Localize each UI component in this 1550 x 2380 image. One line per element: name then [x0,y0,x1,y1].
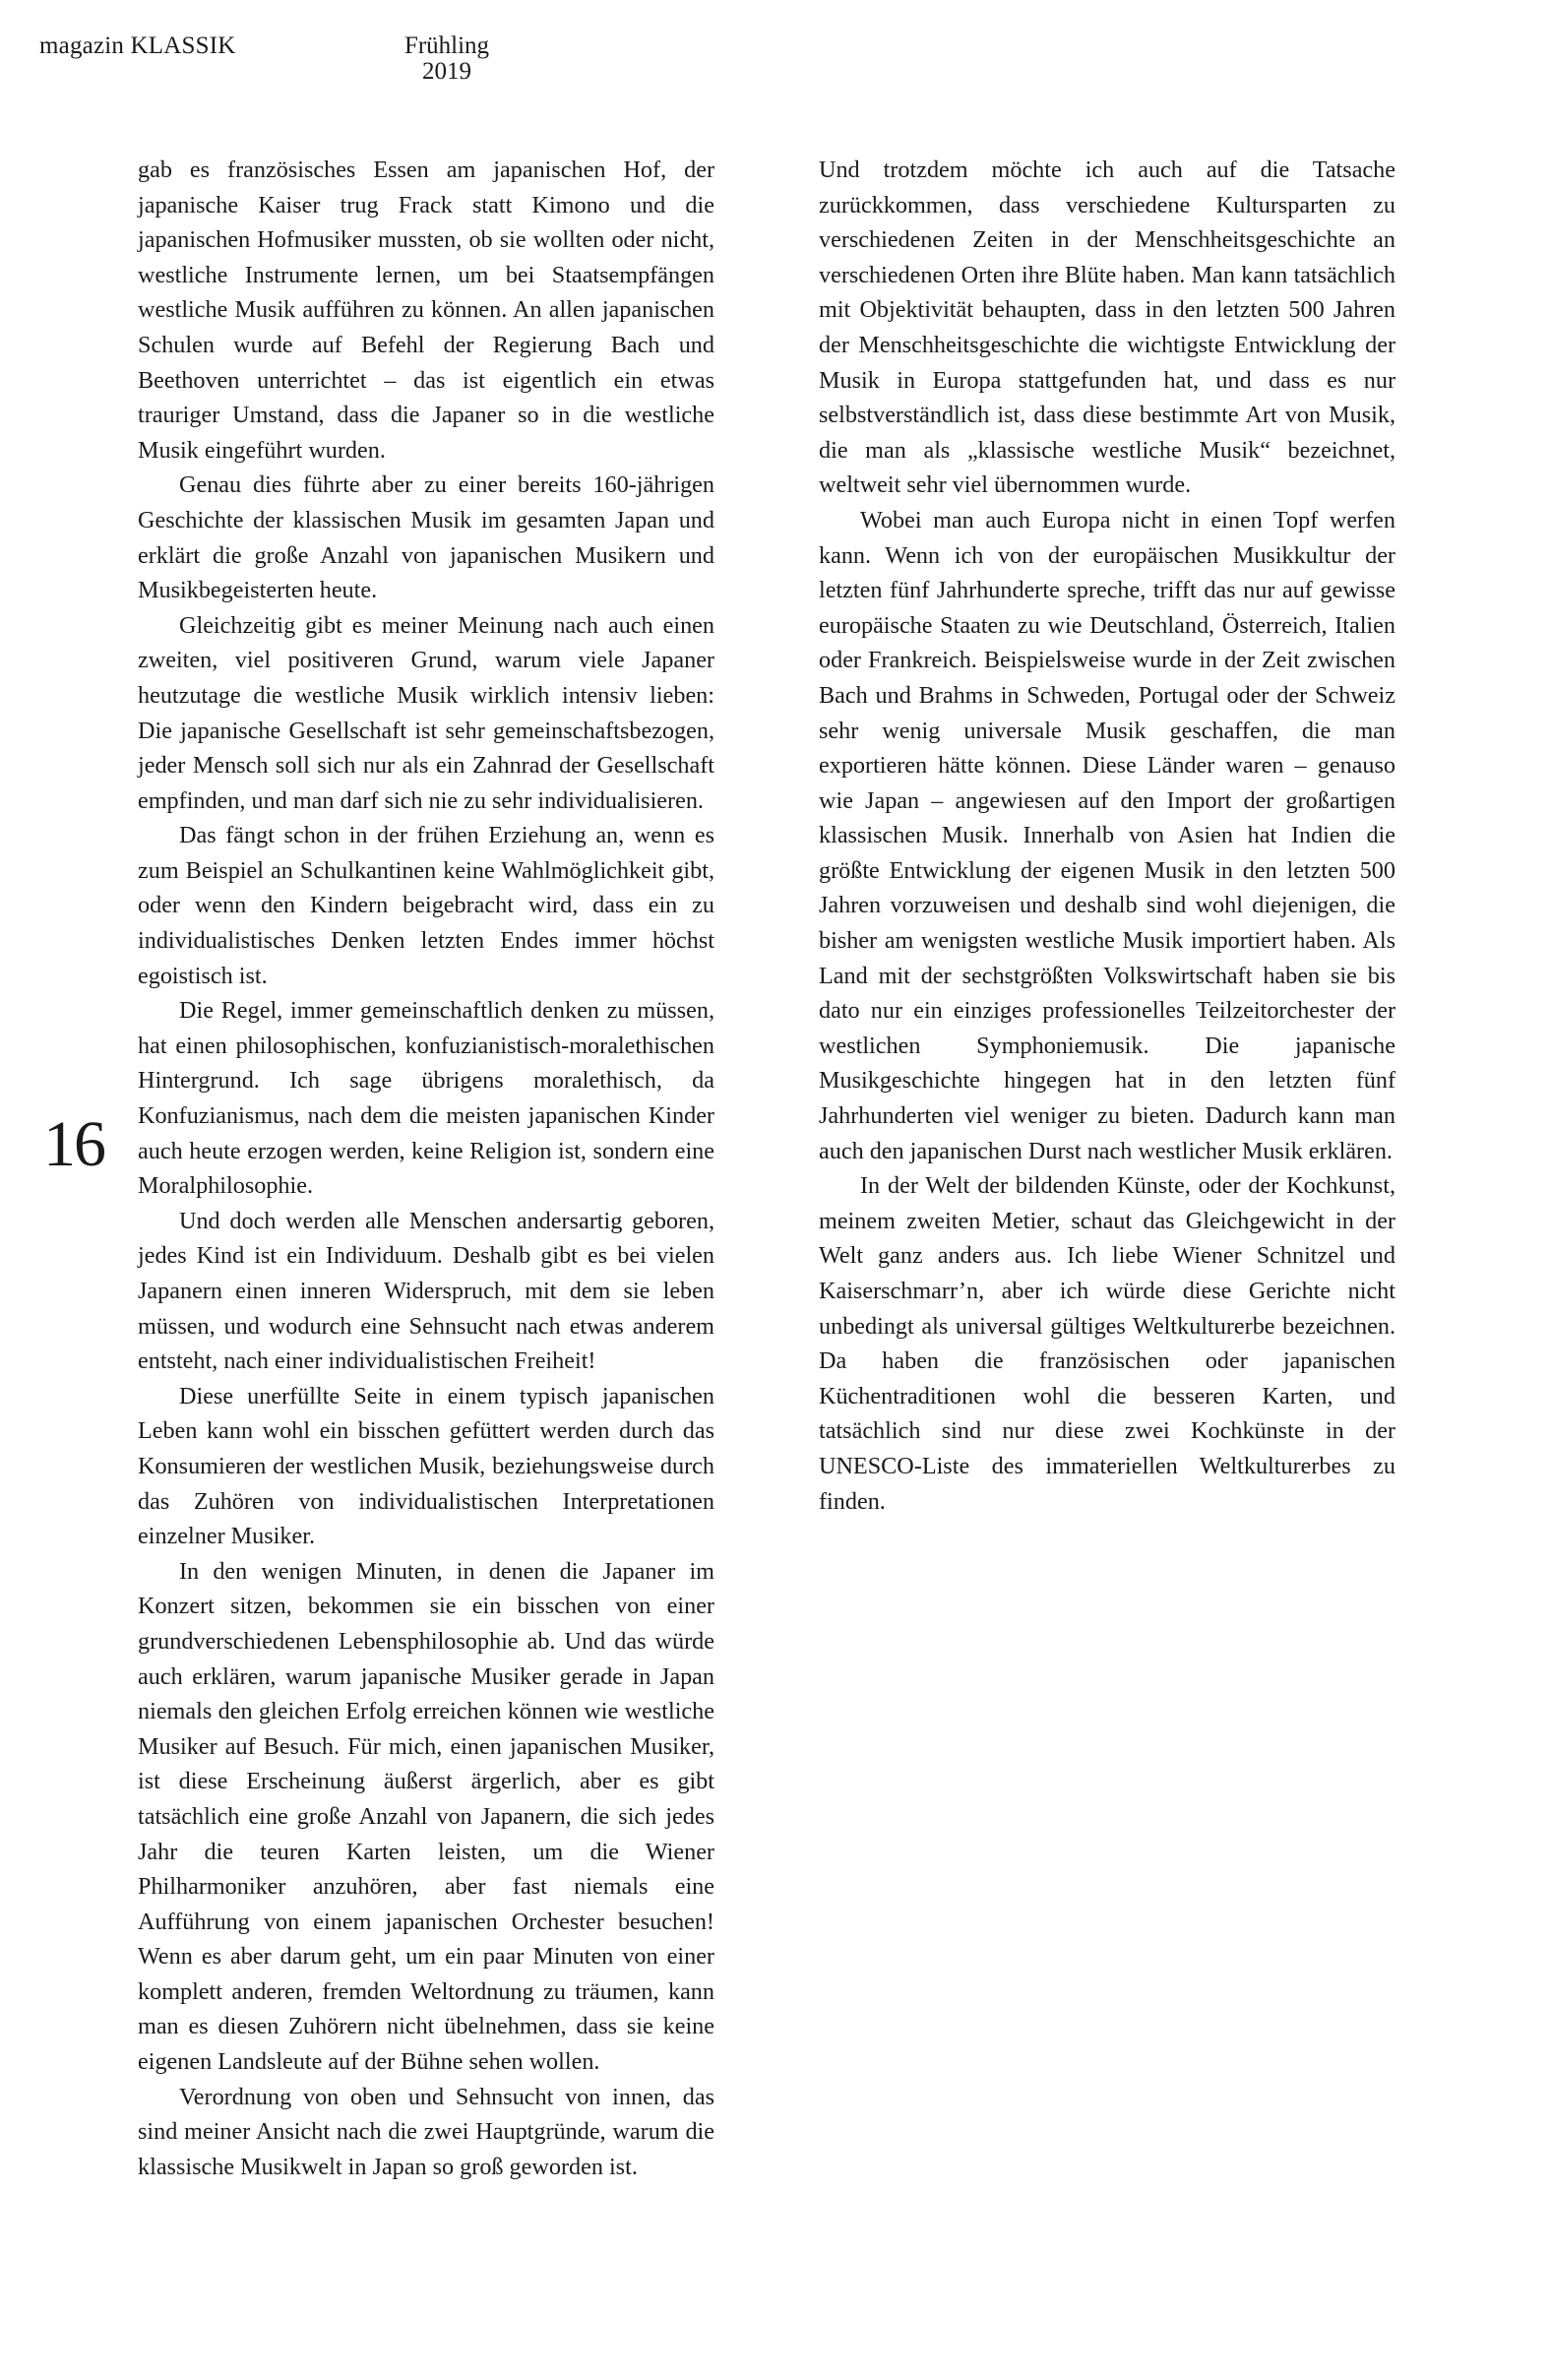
paragraph: Genau dies führte aber zu einer bereits 160-jährigen Geschichte der klassischen Musik im gesamten Japan und erklärt die große Anzahl von japanischen Musikern und Musikbegeisterten heute. [138,471,714,604]
paragraph: Wobei man auch Europa nicht in einen Topf werfen kann. Wenn ich von der europäischen Musikkultur der letzten fünf Jahrhunderte spreche, trifft das nur auf gewisse europäische Staaten zu wie Deutschland, Österreich, Italien oder Frankreich. Beispielsweise wurde in der Zeit zwischen Bach und Brahms in Schweden, Portugal oder der Schweiz sehr wenig universale Musik geschaffen, die man exportieren hätte können. Diese Länder waren – genauso wie Japan – angewiesen auf den Import der großartigen klassischen Musik. Innerhalb von Asien hat Indien die größte Entwicklung der eigenen Musik in den letzten 500 Jahren vorzuweisen und deshalb sind wohl diejenigen, die bisher am wenigsten westliche Musik importiert haben. Als Land mit der sechstgrößten Volkswirtschaft haben sie bis dato nur ein einziges professionelles Teilzeitorchester der westlichen Symphoniemusik. Die japanische Musikgeschichte hingegen hat in den letzten fünf Jahrhunderten viel weniger zu bieten. Dadurch kann man auch den japanischen Durst nach westlicher Musik erklären. [819,506,1395,1164]
issue-season: Frühling [403,32,490,59]
paragraph: Das fängt schon in der frühen Erziehung an, wenn es zum Beispiel an Schulkantinen keine Wahlmöglichkeit gibt, oder wenn den Kindern beigebracht wird, dass ein zu individualistisches Denken letzten Endes immer höchst egoistisch ist. [138,822,714,989]
paragraph: Und doch werden alle Menschen andersartig geboren, jedes Kind ist ein Individuum. Deshalb gibt es bei vielen Japanern einen inneren Widerspruch, mit dem sie leben müssen, und wodurch eine Sehnsucht nach etwas anderem entsteht, nach einer individualistischen Freiheit! [138,1207,714,1375]
paragraph: Die Regel, immer gemeinschaftlich denken zu müssen, hat einen philosophischen, konfuzianistisch-moralethischen Hintergrund. Ich sage übrigens moralethisch, da Konfuzianismus, nach dem die meisten japanischen Kinder auch heute erzogen werden, keine Religion ist, sondern eine Moralphilosophie. [138,997,714,1200]
issue-date [386,33,508,85]
paragraph: gab es französisches Essen am japanischen Hof, der japanische Kaiser trug Frack statt Kimono und die japanischen Hofmusiker mussten, ob sie wollten oder nicht, westliche Instrumente lernen, um bei Staatsempfängen westliche Musik aufführen zu können. An allen japanischen Schulen wurde auf Befehl der Regierung Bach und Beethoven unterrichtet – das ist eigentlich ein etwas trauriger Umstand, dass die Japaner so in die westliche Musik eingeführt wurden. [138,157,714,464]
page-number: 16 [43,1108,104,1180]
paragraph: In der Welt der bildenden Künste, oder der Kochkunst, meinem zweiten Metier, schaut das Gleichgewicht in der Welt ganz anders aus. Ich liebe Wiener Schnitzel und Kaiserschmarr’n, aber ich würde diese Gerichte nicht unbedingt als universal gültiges Weltkulturerbe bezeichnen. Da haben die französischen oder japanischen Küchentraditionen wohl die besseren Karten, und tatsächlich sind nur diese zwei Kochkünste in der UNESCO-Liste des immateriellen Weltkulturerbes zu finden. [819,1172,1395,1515]
paragraph: Gleichzeitig gibt es meiner Meinung nach auch einen zweiten, viel positiveren Grund, warum viele Japaner heutzutage die westliche Musik wirklich intensiv lieben: Die japanische Gesellschaft ist sehr gemeinschaftsbezogen, jeder Mensch soll sich nur als ein Zahnrad der Gesellschaft empfinden, und man darf sich nie zu sehr individualisieren. [138,611,714,814]
paragraph: In den wenigen Minuten, in denen die Japaner im Konzert sitzen, bekommen sie ein bisschen von einer grundverschiedenen Lebensphilosophie ab. Und das würde auch erklären, warum japanische Musiker gerade in Japan niemals den gleichen Erfolg erreichen können wie westliche Musiker auf Besuch. Für mich, einen japanischen Musiker, ist diese Erscheinung äußerst ärgerlich, aber es gibt tatsächlich eine große Anzahl von Japanern, die sich jedes Jahr die teuren Karten leisten, um die Wiener Philharmoniker anzuhören, aber fast niemals eine Aufführung von einem japanischen Orchester besuchen! Wenn es aber darum geht, um ein paar Minuten von einer komplett anderen, fremden Weltordnung zu träumen, kann man es diesen Zuhörern nicht übelnehmen, dass sie keine eigenen Landsleute auf der Bühne sehen wollen. [138,1557,714,2076]
text-column-right [819,153,1395,1519]
magazine-title: magazin KLASSIK [39,32,236,59]
paragraph: Diese unerfüllte Seite in einem typisch japanischen Leben kann wohl ein bisschen gefüttert werden durch das Konsumieren der westlichen Musik, beziehungsweise durch das Zuhören von individualistischen Interpretationen einzelner Musiker. [138,1382,714,1550]
issue-year: 2019 [422,58,471,85]
paragraph: Und trotzdem möchte ich auch auf die Tatsache zurückkommen, dass verschiedene Kultursparten zu verschiedenen Zeiten in der Menschheitsgeschichte an verschiedenen Orten ihre Blüte haben. Man kann tatsächlich mit Objektivität behaupten, dass in den letzten 500 Jahren der Menschheitsgeschichte die wichtigste Entwicklung der Musik in Europa stattgefunden hat, und dass es nur selbstverständlich ist, dass diese bestimmte Art von Musik, die man als „klassische westliche Musik“ bezeichnet, weltweit sehr viel übernommen wurde. [819,157,1395,499]
paragraph: Verordnung von oben und Sehnsucht von innen, das sind meiner Ansicht nach die zwei Hauptgründe, warum die klassische Musikwelt in Japan so groß geworden ist. [138,2083,714,2180]
text-column-left [138,153,714,2184]
